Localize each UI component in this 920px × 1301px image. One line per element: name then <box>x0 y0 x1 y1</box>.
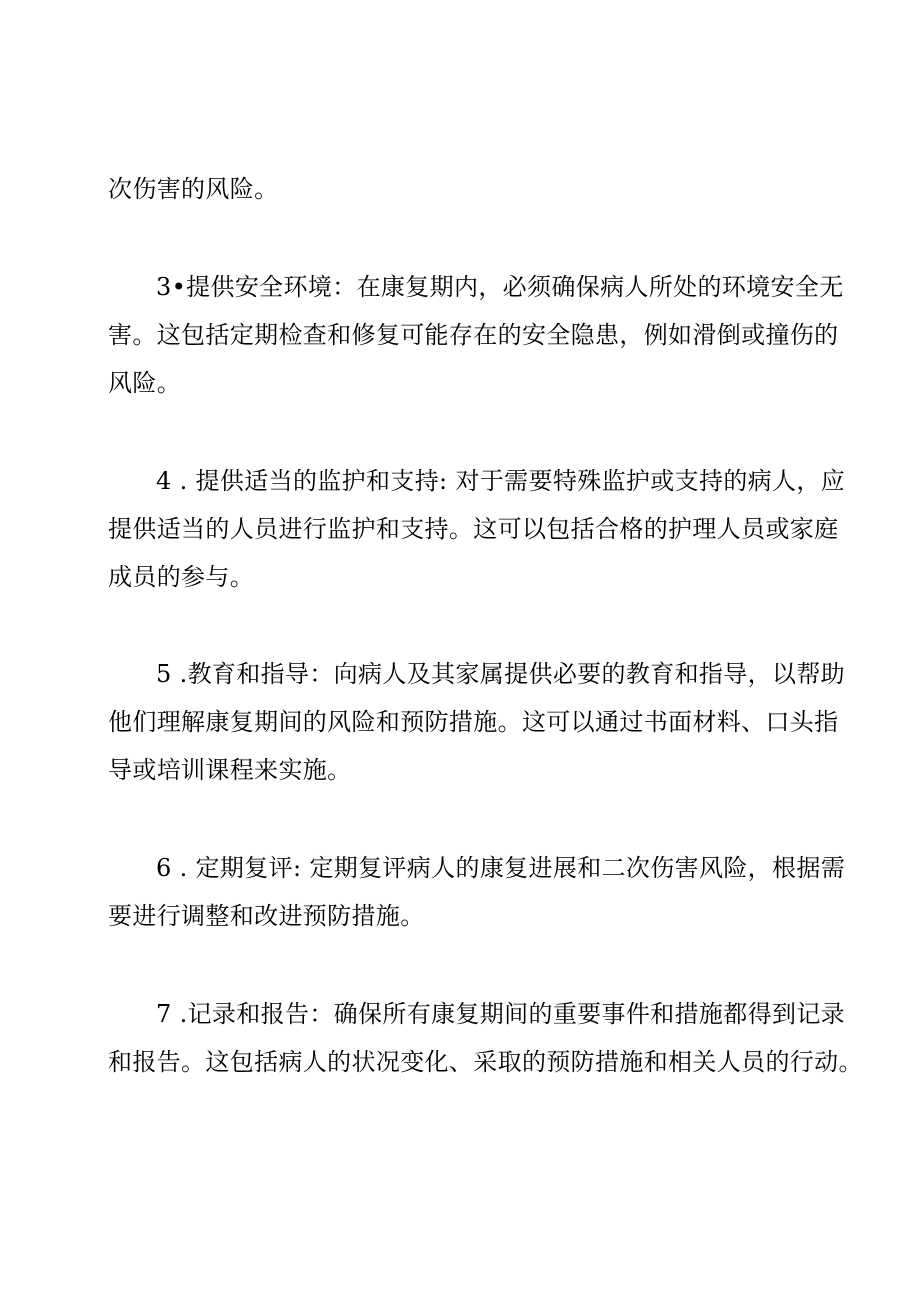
item-7-line-2: 和报告。这包括病人的状况变化、采取的预防措施和相关人员的行动。 <box>108 1048 863 1076</box>
item-3-line-3: 风险。 <box>108 369 182 397</box>
item-5-line-3: 导或培训课程来实施。 <box>108 756 352 784</box>
item-3-line-2: 害。这包括定期检查和修复可能存在的安全隐患，例如滑倒或撞伤的 <box>108 321 839 349</box>
item-6-line-2: 要进行调整和改进预防措施。 <box>108 902 425 930</box>
item-6-line-1: 6 . 定期复评: 定期复评病人的康复进展和二次伤害风险，根据需 <box>156 854 846 882</box>
item-5-line-2: 他们理解康复期间的风险和预防措施。这可以通过书面材料、口头指 <box>108 708 839 736</box>
item-4-line-1: 4 . 提供适当的监护和支持: 对于需要特殊监护或支持的病人，应 <box>156 467 846 495</box>
item-4-line-3: 成员的参与。 <box>108 563 255 591</box>
item-5-line-1: 5 .教育和指导：向病人及其家属提供必要的教育和指导，以帮助 <box>156 660 846 688</box>
item-4-line-2: 提供适当的人员进行监护和支持。这可以包括合格的护理人员或家庭 <box>108 515 839 543</box>
item-7-line-1: 7 .记录和报告：确保所有康复期间的重要事件和措施都得到记录 <box>156 1000 846 1028</box>
item-3-line-1: 3•提供安全环境：在康复期内，必须确保病人所处的环境安全无 <box>156 273 844 301</box>
paragraph-2-line-end: 次伤害的风险。 <box>108 175 279 203</box>
